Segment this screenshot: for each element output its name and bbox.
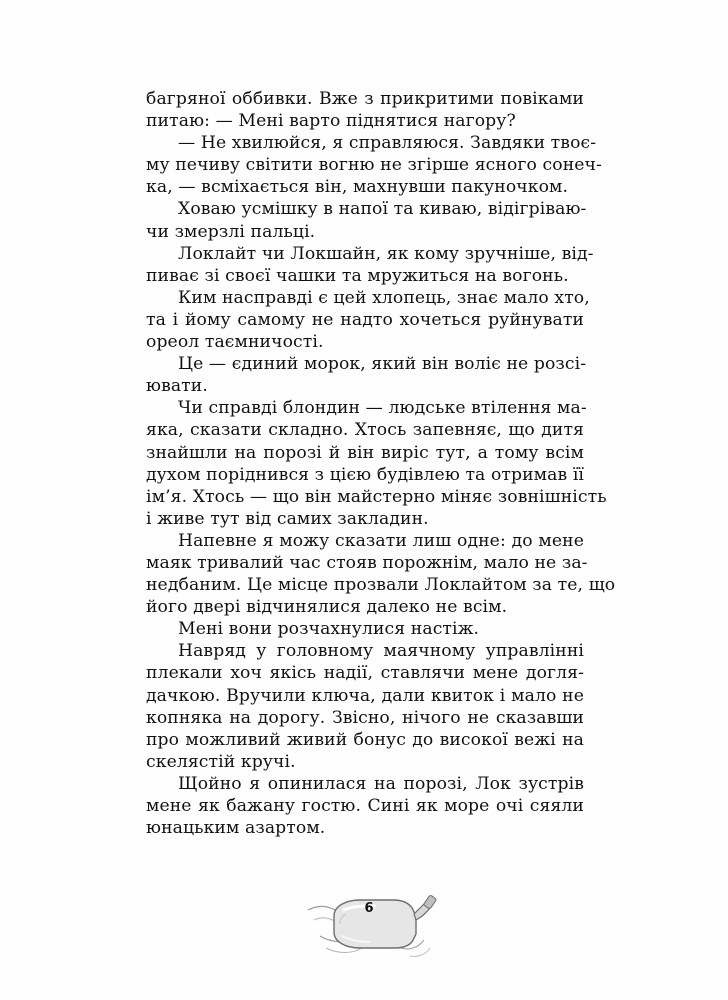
text-line: ювати.: [146, 376, 208, 397]
text-line: ім’я. Хтось — що він майстерно міняє зовнішність: [146, 486, 607, 507]
text-line: юнацьким азартом.: [146, 818, 326, 839]
text-line: і живе тут від самих закладин.: [146, 508, 429, 529]
text-line: про можливий живий бонус до високої вежі на: [146, 729, 584, 750]
text-line: Ховаю усмішку в напої та киваю, відігріваю-: [178, 199, 587, 220]
text-line: багряної оббивки. Вже з прикритими повіками: [146, 89, 584, 109]
text-line: копняка на дорогу. Звісно, нічого не сказавши: [146, 707, 584, 728]
text-line: Навряд у головному маячному управлінні: [178, 641, 584, 662]
text-line: дачкою. Вручили ключа, дали квиток і мало не: [146, 685, 584, 706]
text-line: недбаним. Це місце прозвали Локлайтом за те, що: [146, 575, 616, 596]
text-line: знайшли на порозі й він виріс тут, а тому всім: [146, 442, 584, 463]
body-text: [146, 88, 616, 839]
text-line: яка, сказати складно. Хтось запевняє, що дитя: [146, 420, 584, 441]
text-line: Локлайт чи Локшайн, як кому зручніше, від-: [178, 243, 594, 264]
text-line: му печиву світити вогню не згірше ясного сонеч-: [146, 155, 602, 176]
text-line: Ким насправді є цей хлопець, знає мало хто,: [178, 287, 590, 308]
text-line: духом поріднився з цією будівлею та отримав її: [146, 464, 585, 485]
text-line: та і йому самому не надто хочеться руйнувати: [146, 309, 584, 330]
text-line: скелястій кручі.: [146, 751, 296, 772]
text-line: його двері відчинялися далеко не всім.: [146, 597, 508, 618]
bottle-icon: [300, 876, 440, 966]
text-line: Мені вони розчахнулися настіж.: [178, 619, 480, 640]
text-line: — Не хвилюйся, я справляюся. Завдяки твоє-: [178, 133, 597, 154]
text-line: Це — єдиний морок, який він воліє не розсі-: [178, 354, 587, 375]
text-line: чи змерзлі пальці.: [146, 221, 316, 242]
text-line: мене як бажану гостю. Сині як море очі сяяли: [146, 796, 584, 816]
text-line: ореол таємничості.: [146, 332, 324, 353]
text-line: питаю: — Мені варто піднятися нагору?: [146, 111, 516, 132]
text-line: Напевне я можу сказати лиш одне: до мене: [178, 530, 584, 551]
text-line: плекали хоч якісь надії, ставлячи мене догля-: [146, 663, 584, 684]
text-line: пиває зі своєї чашки та мружиться на вогонь.: [146, 265, 569, 286]
text-line: ка, — всміхається він, махнувши пакуночком.: [146, 177, 569, 198]
text-line: Щойно я опинилася на порозі, Лок зустрів: [178, 773, 584, 794]
text-line: Чи справді блондин — людське втілення ма-: [178, 398, 587, 419]
page-number: 6: [364, 901, 374, 916]
text-line: маяк тривалий час стояв порожнім, мало не за-: [146, 552, 588, 573]
